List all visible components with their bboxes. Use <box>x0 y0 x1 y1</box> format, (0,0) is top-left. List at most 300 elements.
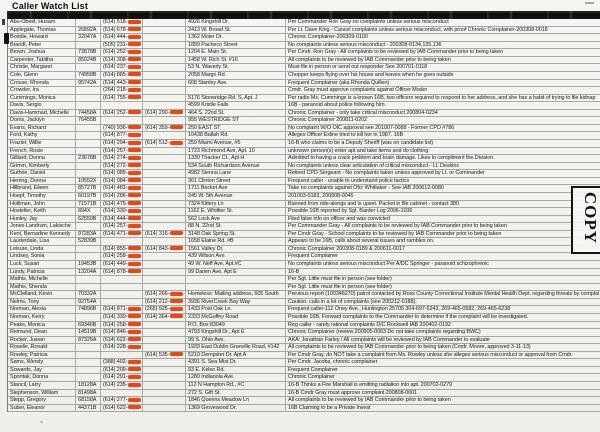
cell-address: 1899 Pacheco Street <box>186 42 286 49</box>
cell-comment: unknown person(s) enter apt and take items and do clothing <box>288 147 429 154</box>
table-row <box>8 201 600 209</box>
phone-redaction-mark <box>170 141 183 145</box>
cell-number <box>76 359 101 366</box>
cell-phone2 <box>143 397 186 404</box>
cell-phone: (614) 252- <box>101 49 143 56</box>
cell-comment: Chronic Complainer 200811-0202 <box>288 117 368 124</box>
cell-phone2 <box>143 382 186 389</box>
cell-address: 1711 Becket Ave <box>186 185 286 192</box>
cell-phone <box>101 284 143 291</box>
cell-phone: (614) 237- <box>101 64 143 71</box>
cell-comment: Per Sgt. Little must file in person (see folder) <box>288 283 392 290</box>
cell-number: 70332A <box>76 291 101 298</box>
cell-name: Applegate, Thomas <box>8 27 76 34</box>
phone-redaction-mark <box>128 125 141 129</box>
cell-comment: Per Cmdr. Ron Gray - All complaints to be reviewed by IAB Commander prior to being taken <box>288 49 503 56</box>
table-row <box>8 261 600 269</box>
cell-number: 19453B <box>76 261 101 268</box>
cell-comment: Per Commander Ron Gray no complaints unless serious misconduct <box>288 19 449 25</box>
scan-artifact <box>2 19 5 25</box>
phone-redaction-mark <box>128 405 141 409</box>
cell-name: Nelms, Tony <box>8 299 76 306</box>
cell-number <box>76 170 101 177</box>
cell-phone: (614) 885- <box>101 72 143 79</box>
table-row <box>8 87 600 95</box>
cell-phone2 <box>143 367 186 374</box>
cell-number: 73878B <box>76 49 101 56</box>
cell-name: Hoepf, Timothy <box>8 193 76 200</box>
phone-redaction-mark <box>128 314 141 318</box>
cell-phone: (614) 878- <box>101 269 143 276</box>
phone-redaction-mark <box>128 375 141 379</box>
cell-number: 894X <box>76 208 101 215</box>
cell-comment: No complaint W/O OIC approval see 201007-0088 - Former CPD #786 <box>288 124 455 131</box>
cell-number <box>76 132 101 139</box>
cell-number <box>76 102 101 109</box>
cell-address: Homeless: Mailing address, 605 South <box>186 291 286 298</box>
cell-number: 26892A <box>76 27 101 34</box>
cell-phone2 <box>143 155 186 162</box>
phone-redaction-mark <box>128 110 141 114</box>
phone-redaction-mark <box>128 330 141 334</box>
phone-redaction-mark <box>128 307 141 311</box>
cell-comment: Cmdr. Gray must approve complaints against Officer Moder <box>288 87 428 94</box>
phone-redaction-mark <box>128 42 141 46</box>
cell-phone: (614) 755- <box>101 95 143 102</box>
phone-redaction-mark <box>128 201 141 205</box>
phone-redaction-mark <box>128 322 141 326</box>
cell-phone2 <box>143 337 186 344</box>
cell-name: Stepp, Gregory <box>8 397 76 404</box>
phone-redaction-mark <box>128 246 141 250</box>
cell-phone2 <box>143 238 186 245</box>
cell-comment: Banned from ride-alongs and is upset. Packet in file cabinet - contact 380 <box>288 200 459 207</box>
cell-phone2 <box>143 132 186 139</box>
cell-address: 4599 Kristle Falls <box>186 102 286 109</box>
cell-name: Cole, Glenn <box>8 72 76 79</box>
scan-artifact <box>40 421 43 423</box>
cell-address: 464 S. 22nd St. <box>186 110 286 117</box>
cell-name: Christie, Margaret <box>8 64 76 71</box>
cell-phone2 <box>143 216 186 223</box>
cell-number <box>76 367 101 374</box>
table-row <box>8 95 600 103</box>
cell-phone2: (614) 212- <box>143 299 186 306</box>
table-row <box>8 238 600 246</box>
cell-name: Brown, Joshua <box>8 49 76 56</box>
cell-number: 85024B <box>76 57 101 64</box>
cell-name: Roselle, Ronald <box>8 344 76 351</box>
cell-number <box>76 223 101 230</box>
cell-name: Grimm, Kimberly <box>8 163 76 170</box>
table-header-bar <box>7 11 600 19</box>
cell-address: 1369 Grovewood Dr. <box>186 405 286 412</box>
cell-comment: Per Cmdr. Jacobs, chronic complainer <box>288 359 378 366</box>
cell-number <box>76 148 101 155</box>
cell-comment: Chronic Complainer (review 200905-0063 Do not take complaints regarding BWC) <box>288 329 481 336</box>
cell-number <box>76 284 101 291</box>
cell-comment: Reg caller - rarely rational complaints D/C Rockwell IAB 200402-0192 <box>288 321 451 328</box>
cell-name: Crowder, Ira <box>8 87 76 94</box>
cell-name: Guthrie, Daniel <box>8 170 76 177</box>
cell-phone: (614) 678- <box>101 27 143 34</box>
cell-name: Davis-Hammad, Michelle <box>8 110 76 117</box>
cell-name: Spontak, Donna <box>8 374 76 381</box>
phone-redaction-mark <box>128 193 141 197</box>
cell-phone2 <box>143 148 186 155</box>
cell-address: 1846 Queens Meadow Ln <box>186 397 286 404</box>
cell-phone2: (614) 535- <box>143 352 186 359</box>
cell-comment: Frequent Complainer <box>288 366 338 373</box>
cell-phone: (614) 330- <box>101 314 143 321</box>
cell-phone2 <box>143 49 186 56</box>
cell-phone2 <box>143 223 186 230</box>
cell-address: 88 N. 22nd St. <box>186 223 286 230</box>
cell-phone2 <box>143 374 186 381</box>
cell-number: 23678B <box>76 155 101 162</box>
cell-number <box>76 276 101 283</box>
cell-phone2 <box>143 42 186 49</box>
cell-number <box>76 19 101 26</box>
phone-redaction-mark <box>128 57 141 61</box>
cell-number: 62550B <box>76 216 101 223</box>
cell-phone2 <box>143 344 186 351</box>
cell-comment: Chronic Complainer <box>288 374 335 381</box>
cell-name: Davis, Sergio <box>8 102 76 109</box>
cell-name: Norman, Kerry <box>8 314 76 321</box>
table-row <box>8 19 600 27</box>
cell-phone2 <box>143 269 186 276</box>
cell-name: Norman, Alexia <box>8 306 76 313</box>
phone-redaction-mark <box>128 262 141 266</box>
cell-phone2 <box>143 261 186 268</box>
cell-name: Sams, Wendy <box>8 359 76 366</box>
cell-phone: (614) 985- <box>101 170 143 177</box>
table-row <box>8 314 600 322</box>
cell-phone2 <box>143 102 186 109</box>
phone-redaction-mark <box>128 133 141 137</box>
cell-comment: All complaints to be reviewed by IAB Commander prior to being taken <box>288 56 451 63</box>
cell-phone: (614) 984- <box>101 178 143 185</box>
cell-phone2 <box>143 163 186 170</box>
cell-phone: (614) 286- <box>101 193 143 200</box>
cell-address: P.O. Box 83049 <box>186 322 286 329</box>
cell-name: Hunley, Jay <box>8 216 76 223</box>
cell-number: 92754A <box>76 299 101 306</box>
cell-phone: (614) 518- <box>101 19 143 26</box>
caller-watch-table <box>7 19 600 412</box>
cell-name: Frazier, Willie <box>8 140 76 147</box>
cell-phone2 <box>143 390 186 397</box>
cell-address: 2333 McGuffey Road <box>186 314 286 321</box>
table-row <box>8 231 600 239</box>
cell-address: 5176 Stoneridge Rd. S, Apt. J <box>186 95 286 102</box>
cell-number: 18128A <box>76 382 101 389</box>
cell-phone: (614) 449- <box>101 261 143 268</box>
cell-phone: (388) 402- <box>101 359 143 366</box>
cell-phone2 <box>143 57 186 64</box>
cell-phone: (614) 444- <box>101 216 143 223</box>
cell-number: 68158A <box>76 397 101 404</box>
cell-number: 74896B <box>76 306 101 313</box>
table-row <box>8 390 600 398</box>
cell-address: 250 EAST ST <box>186 125 286 132</box>
cell-comment: Frequent caller-112 Oney Ave., Huntington 25705 304-697-5243, 269-465-0582, 269-465-6238 <box>288 306 511 313</box>
cell-comment: Frequent caller - unable to understand police tactics <box>288 177 409 184</box>
cell-phone <box>101 276 143 283</box>
cell-phone2 <box>143 80 186 87</box>
cell-phone2 <box>143 185 186 192</box>
table-row <box>8 57 600 65</box>
cell-phone2: (614) 843- <box>143 246 186 253</box>
cell-phone2: (614) 290- <box>143 110 186 117</box>
cell-number: 14519B <box>76 329 101 336</box>
cell-comment: No complaints unless serious misconduct - 200308-0134,135,136 <box>288 41 442 48</box>
cell-address <box>186 284 286 291</box>
table-row <box>8 269 600 277</box>
cell-address: 259 Miami Avenue, #5 <box>186 140 286 147</box>
cell-comment: Per Sgt. Little must file in person (see folder) <box>288 276 392 283</box>
cell-comment: No complaints unless serious misconduct Per A/DC Springer - paranoid schizophrenic <box>288 261 489 267</box>
cell-name: Stephenson, William <box>8 390 76 397</box>
cell-phone2 <box>143 359 186 366</box>
cell-comment: 16-B <box>288 268 300 275</box>
cell-name: Sowards, Jay <box>8 367 76 374</box>
table-row <box>8 337 600 345</box>
cell-address: 2413 W. Broad St. <box>186 27 286 34</box>
cell-address: 4982 Sienna Lane <box>186 170 286 177</box>
table-row <box>8 322 600 330</box>
table-row <box>8 155 600 163</box>
table-row <box>8 117 600 125</box>
phone-redaction-mark <box>128 269 141 273</box>
cell-comment: Filed false info on officer and was convicted <box>288 215 390 222</box>
table-row <box>8 49 600 57</box>
cell-comment: Alleges Officer Exline tried to kill her in 1987. 16B <box>288 132 404 139</box>
cell-phone2 <box>143 322 186 329</box>
cell-address: 439 Wilson Ave. <box>186 253 286 260</box>
cell-address: 93 E. Kelso Rd. <box>186 367 286 374</box>
table-row <box>8 163 600 171</box>
cell-phone: (614) 877- <box>101 132 143 139</box>
cell-comment: 16-B Thinks a Fire Marshall is emitting radiation into apt. 200702-0279 <box>288 382 453 388</box>
cell-phone2 <box>143 19 186 26</box>
cell-number: 44371B <box>76 405 101 412</box>
cell-address: 1658 Elaine Rd. #B <box>186 238 286 245</box>
phone-redaction-mark <box>128 72 141 76</box>
table-row <box>8 72 600 80</box>
cell-comment: Chronic Complainer 200308-0189 & 200611-0017 <box>288 245 405 252</box>
cell-address: 4391 S. Sea Mist Dr. <box>186 359 286 366</box>
cell-number <box>76 374 101 381</box>
phone-redaction-mark <box>128 65 141 69</box>
cell-number <box>76 140 101 147</box>
cell-comment: Must file in person or send out responder See 200701-0118 <box>288 64 428 71</box>
phone-redaction-mark <box>128 35 141 39</box>
cell-phone: (614) 471- <box>101 231 143 238</box>
table-row <box>8 170 600 178</box>
cell-address: 5210 Dempster Dr. Apt A <box>186 352 286 359</box>
cell-phone: (614) 257- <box>101 223 143 230</box>
cell-name: Dorris, Jacklyn <box>8 117 76 124</box>
cell-phone: (614) 228- <box>101 344 143 351</box>
cell-comment: Frequent Complainer <box>288 253 338 260</box>
table-row <box>8 34 600 42</box>
cell-number <box>76 352 101 359</box>
cell-phone: (614) 291- <box>101 374 143 381</box>
cell-address: 3936 RiverCreek Bay Way <box>186 299 286 306</box>
cell-phone: (614) 258- <box>101 253 143 260</box>
cell-name: Luck, Susan <box>8 261 76 268</box>
cell-name: Leisure, Linda <box>8 246 76 253</box>
cell-name: Boddie, Howard <box>8 34 76 41</box>
cell-name: Lauderdale, Lisa <box>8 238 76 245</box>
cell-number <box>76 64 101 71</box>
cell-address: 1561 Valley Dr. <box>186 246 286 253</box>
phone-redaction-mark <box>128 171 141 175</box>
cell-name: Stancil, Larry <box>8 382 76 389</box>
phone-redaction-mark <box>128 345 141 349</box>
cell-phone <box>101 352 143 359</box>
cell-name: Carpenter, Tabitha <box>8 57 76 64</box>
cell-number: 71571B <box>76 201 101 208</box>
cell-phone: (614) 330- <box>101 208 143 215</box>
cell-phone: (614) 855- <box>101 246 143 253</box>
cell-comment: All complaints to be reviewed by IAB Commander prior to being taken <box>288 397 451 404</box>
cell-number <box>76 42 101 49</box>
cell-address <box>186 276 286 283</box>
cell-address: 99 S. Ohio Ave. <box>186 337 286 344</box>
cell-name: Lundy, Patricia <box>8 269 76 276</box>
cell-comment: Chronic Complainer-200309-0100 <box>288 34 368 41</box>
cell-comment: No complaints unless clear articulation of critical misconduct - Lt. Deskins <box>288 162 459 169</box>
cell-phone: (740) 936- <box>101 125 143 132</box>
phone-redaction-mark <box>128 178 141 182</box>
cell-phone2 <box>143 34 186 41</box>
cell-phone: (614) 209- <box>101 367 143 374</box>
table-row <box>8 276 600 284</box>
cell-address: 272 S. Gift St. <box>186 390 286 397</box>
cell-phone2 <box>143 178 186 185</box>
phone-redaction-mark <box>128 27 141 31</box>
cell-name: Suber, Eleanor <box>8 405 76 412</box>
cell-name: Crouse, Rhonda <box>8 80 76 87</box>
cell-phone2 <box>143 117 186 124</box>
cell-number <box>76 87 101 94</box>
cell-number: 32047A <box>76 34 101 41</box>
phone-redaction-mark <box>128 383 141 387</box>
phone-redaction-mark <box>128 163 141 167</box>
table-row <box>8 110 600 118</box>
cell-number: 97283A <box>76 231 101 238</box>
table-row <box>8 193 600 201</box>
table-row <box>8 352 600 360</box>
cell-name: Mathis, Michelle <box>8 276 76 283</box>
cell-phone: (614) 475- <box>101 201 143 208</box>
phone-redaction-mark <box>128 141 141 145</box>
cell-address: 1933 East Dublin Granville Road, #142 <box>186 344 286 351</box>
cell-name: Jones-Landrum, Lakische <box>8 223 76 230</box>
cell-address: 1162 E. Whittier St. <box>186 208 286 215</box>
phone-redaction-mark <box>170 125 183 129</box>
phone-redaction-mark <box>128 231 141 235</box>
cell-phone: (614) 277- <box>101 397 143 404</box>
cell-address: 1330 Thacker Ct., Apt H <box>186 155 286 162</box>
cell-address: 361 Clinton Street <box>186 178 286 185</box>
cell-name: Hillbrand, Eileen <box>8 185 76 192</box>
table-row <box>8 284 600 292</box>
scan-artifact <box>4 33 9 44</box>
cell-comment: Per Cmdr Gray, do NOT take a complaint from Ms. Rowley unless she alleges serious misconduct or approval from Cmdr. <box>288 351 573 358</box>
table-row <box>8 223 600 231</box>
page-title: Caller Watch List <box>12 1 89 11</box>
cell-comment: Chronic Complainer - only take critical misconduct 200804-0234 <box>288 109 438 116</box>
phone-redaction-mark <box>128 95 141 99</box>
cell-name: McClelland, Kevin <box>8 291 76 298</box>
cell-phone: (614) 443- <box>101 80 143 87</box>
phone-redaction-mark <box>128 88 141 92</box>
phone-redaction-mark <box>128 254 141 258</box>
phone-redaction-mark <box>170 299 183 303</box>
cell-phone2 <box>143 208 186 215</box>
phone-redaction-mark <box>128 148 141 152</box>
cell-phone <box>101 291 143 298</box>
cell-comment: Possible 16B reported by Sgt. Barder Log 2006-1036 <box>288 208 413 215</box>
cell-comment: Per Commander Gray - All complaints to be reviewed by IAB Commander prior to being taken <box>288 223 507 230</box>
cell-address: 4793 Kingshill Dr., Apt E <box>186 329 286 336</box>
table-row <box>8 42 600 50</box>
cell-number: 52839B <box>76 238 101 245</box>
cell-number: 10552X <box>76 178 101 185</box>
cell-name: French, Rosie <box>8 148 76 155</box>
cell-phone2: (614) 266- <box>143 291 186 298</box>
table-row <box>8 64 600 72</box>
cell-phone: (614) 444- <box>101 34 143 41</box>
table-row <box>8 367 600 375</box>
cell-phone2: (614) 316- <box>143 231 186 238</box>
table-row <box>8 359 600 367</box>
cell-address: 1433 Post Oak Ln. <box>186 306 286 313</box>
phone-redaction-mark <box>170 110 183 114</box>
cell-phone: (614) 871- <box>101 306 143 313</box>
cell-address: 1362 Moler Dr. <box>186 34 286 41</box>
phone-redaction-mark <box>128 216 141 220</box>
cell-number: 95742A <box>76 80 101 87</box>
phone-redaction-mark <box>128 398 141 402</box>
cell-number <box>76 246 101 253</box>
cell-phone: (614) 294- <box>101 140 143 147</box>
phone-redaction-mark <box>128 360 141 364</box>
phone-redaction-mark <box>128 186 141 190</box>
cell-phone2: (614) 359- <box>143 125 186 132</box>
cell-name: Evans, Richard <box>8 125 76 132</box>
table-row <box>8 306 600 314</box>
phone-redaction-mark <box>170 307 183 311</box>
cell-phone: (614) 258- <box>101 322 143 329</box>
phone-redaction-mark <box>128 209 141 213</box>
table-row <box>8 80 600 88</box>
cell-name: Abu-Obeid, Husam <box>8 19 76 26</box>
cell-address: 1204 E. Main St. <box>186 49 286 56</box>
cell-address: 112 N Hampton Rd., #C <box>186 382 286 389</box>
cell-name: Mathis, Shenda <box>8 284 76 291</box>
cell-name: Gilliard, Donna <box>8 155 76 162</box>
cell-name: Holliman, John <box>8 201 76 208</box>
cell-address: 4926 Kingshill Dr. <box>186 19 286 26</box>
cell-number: 60197B <box>76 193 101 200</box>
table-row <box>8 382 600 390</box>
cell-address: 49 W. Neff Ave, Apt.#C <box>186 261 286 268</box>
